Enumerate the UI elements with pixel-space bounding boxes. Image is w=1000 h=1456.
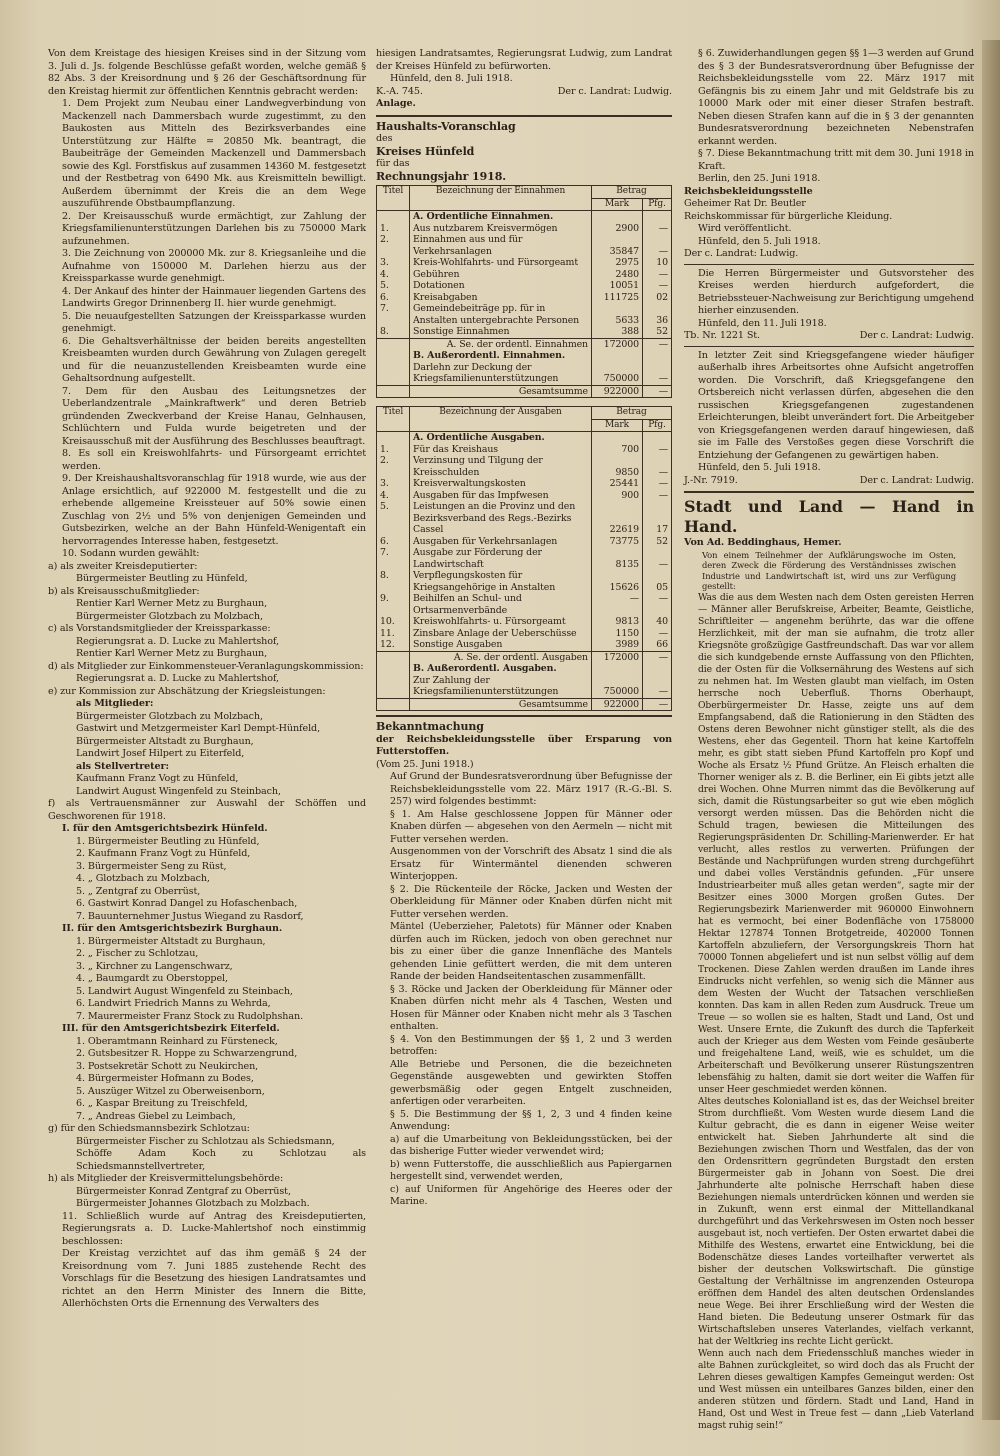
table-cell: — <box>592 593 643 616</box>
district-title: III. für den Amtsgerichtsbezirk Eiterfeld. <box>62 1023 280 1034</box>
resolution-item: 8. Es soll ein Kreiswohlfahrts- und Fürsorgeamt errichtet werden. <box>62 448 366 472</box>
list-item: a) auf die Umarbeitung von Bekleidungsstücken, bei der das bisherige Futter wieder verwendet wird; <box>390 1133 672 1157</box>
resolution-item: 2. Der Kreisausschuß wurde ermächtigt, zur Zahlung der Kriegsfamilienunterstützungen Darlehen bis zu 750000 Mark aufzunehmen. <box>62 210 366 247</box>
resolution-item: 6. Die Gehaltsverhältnisse der beiden bereits angestellten Kreisbeamten wurden durch Gewährung von Zulagen geregelt und für die neuanzustellenden Kreisbeamten wurde eine Gehaltsordnung aufgestellt. <box>62 335 366 384</box>
table-cell: Ausgaben für das Impfwesen <box>410 490 592 502</box>
table-cell: Zur Zahlung der Kriegsfamilienunterstützungen <box>410 675 592 699</box>
table-cell: 11. <box>377 628 410 640</box>
income-table <box>376 185 672 398</box>
paragraph: Ausgenommen von der Vorschrift des Absatz 1 sind die als Ersatz für Wintermäntel dienenden schweren Winterjoppen. <box>390 846 672 882</box>
election-person: Rentier Karl Werner Metz zu Burghaun, <box>76 648 268 659</box>
expense-table <box>376 406 672 711</box>
table-cell: 8. <box>377 326 410 338</box>
table-row <box>377 280 672 292</box>
district-member: 2. Gutsbesitzer R. Hoppe zu Schwarzengrund, <box>76 1048 298 1059</box>
table-row <box>377 292 672 304</box>
col-header: Pfg. <box>643 419 672 432</box>
district-member: 2. „ Fischer zu Schlotzau, <box>76 948 199 959</box>
election-person: Regierungsrat a. D. Lucke zu Mahlertshof, <box>76 673 279 684</box>
district-member: 1. Oberamtmann Reinhard zu Fürsteneck, <box>76 1035 278 1047</box>
issuer-title: Reichskommissar für bürgerliche Kleidung. <box>684 210 893 222</box>
table-cell: 7. <box>377 547 410 570</box>
bekanntmachung-subtitle: der Reichsbekleidungsstelle über Ersparung von Futterstoffen. <box>376 733 672 757</box>
section-label: A. Ordentliche Ausgaben. <box>410 432 592 444</box>
election-heading: d) als Mitglieder zur Einkommensteuer-Veranlagungskommission: <box>48 660 364 672</box>
election-person: Bürgermeister Konrad Zentgraf zu Oberrüst, <box>76 1185 291 1197</box>
signature: Der c. Landrat: Ludwig. <box>859 330 974 341</box>
table-row <box>377 501 672 536</box>
col-header: Pfg. <box>643 198 672 211</box>
table-cell: 10051 <box>592 280 643 292</box>
table-cell: 172000 <box>592 651 643 663</box>
list-item: b) wenn Futterstoffe, die ausschließlich aus Papiergarnen hergestellt sind, verwendet werden, <box>390 1158 672 1182</box>
table-cell: 8. <box>377 570 410 593</box>
table-cell: 2480 <box>592 269 643 281</box>
table-cell: — <box>643 628 672 640</box>
issuer: Reichsbekleidungsstelle <box>684 185 813 197</box>
col-header: Titel <box>377 407 410 432</box>
table-cell: 9850 <box>592 455 643 478</box>
col-header: Betrag <box>592 186 672 199</box>
adjacent-page-edge <box>982 40 1000 1420</box>
issuer-name: Geheimer Rat Dr. Beutler <box>684 198 806 209</box>
paragraph: § 2. Die Rückenteile der Röcke, Jacken und Westen der Oberkleidung für Männer oder Knaben dürfen nicht mit Futter versehen werden. <box>390 883 672 920</box>
table-row <box>377 326 672 338</box>
table-row <box>377 444 672 456</box>
column-1 <box>48 48 366 1311</box>
table-cell: 22619 <box>592 501 643 536</box>
notice: In letzter Zeit sind Kriegsgefangene wieder häufiger außerhalb ihres Arbeitsortes ohne Aufsicht angetroffen worden. Die Vorschrift, daß Kriegsgefangene den Ortsbereich nicht verlassen dürfen, abgesehen die den russischen Kriegsgefangenen zugestandenen Erleichterungen, bleibt unverändert fort. Die Arbeitgeber von Kriegsgefangenen werden darauf hingewiesen, daß sie im Falle des Verstoßes gegen diese Vorschrift die Entziehung der Gefangenen zu gewärtigen haben. <box>698 349 974 461</box>
signature: Der c. Landrat: Ludwig. <box>684 248 799 259</box>
election-person: Schöffe Adam Koch zu Schlotzau als Schiedsmannstellvertreter, <box>76 1148 366 1172</box>
table-cell: — <box>643 455 672 478</box>
district-member: 7. Maurermeister Franz Stock zu Rudolphshan. <box>76 1010 304 1022</box>
table-cell: 36 <box>643 303 672 326</box>
total-row <box>377 698 672 711</box>
table-cell: Beihilfen an Schul- und Ortsarmenverbände <box>410 593 592 616</box>
election-person: Bürgermeister Beutling zu Hünfeld, <box>76 573 248 584</box>
table-cell: 172000 <box>592 338 643 350</box>
table-cell: 12. <box>377 639 410 651</box>
table-cell: 1. <box>377 223 410 235</box>
district-member: 7. Bauunternehmer Justus Wiegand zu Rasdorf, <box>76 910 304 922</box>
paragraph: § 4. Von den Bestimmungen der §§ 1, 2 und 3 werden betroffen: <box>390 1033 672 1057</box>
district-member: 5. Landwirt August Wingenfeld zu Steinbach, <box>76 985 293 997</box>
kreistag-intro: Von dem Kreistage des hiesigen Kreises sind in der Sitzung vom 3. Juli d. Js. folgende Beschlüsse gefaßt worden, welche gemäß § 82 Abs. 3 der Kreisordnung und § 26 der Geschäftsordnung für den Kreistag hiermit zur öffentlichen Kenntnis gebracht werden: <box>48 48 366 97</box>
table-cell: 02 <box>643 292 672 304</box>
paragraph: § 6. Zuwiderhandlungen gegen §§ 1—3 werden auf Grund des § 3 der Bundesratsverordnung über Befugnisse der Reichsbekleidungsstelle vom 22. März 1917 mit Gefängnis bis zu einem Jahr und mit Geldstrafe bis zu 10000 Mark oder mit einer dieser Strafen bestraft. Neben diesen Strafen kann auf die in § 3 der genannten Bundesratsverordnung bezeichneten Nebenstrafen erkannt werden. <box>698 48 974 147</box>
table-row <box>377 234 672 257</box>
election-person: Bürgermeister Johannes Glotzbach zu Molzbach. <box>76 1198 310 1209</box>
resolution-item: 11. Schließlich wurde auf Antrag des Kreisdeputierten, Regierungsrats a. D. Lucke-Mahlertshof noch einstimmig beschlossen: <box>62 1210 366 1247</box>
table-cell: — <box>643 675 672 699</box>
district-member: 4. „ Baumgardt zu Oberstoppel, <box>76 973 228 984</box>
paragraph: § 1. Am Halse geschlossene Joppen für Männer oder Knaben dürfen — abgesehen von den Aermeln — nicht mit Futter versehen werden. <box>390 808 672 845</box>
total-row <box>377 385 672 398</box>
budget-subtitle: für das <box>376 158 410 169</box>
table-cell: 2975 <box>592 257 643 269</box>
election-heading: a) als zweiter Kreisdeputierter: <box>48 560 198 572</box>
section-label: B. Außerordentl. Ausgaben. <box>410 663 592 675</box>
signature: Der c. Landrat: Ludwig. <box>557 85 672 97</box>
article-body: Wenn auch nach dem Friedensschluß manches wieder in alte Bahnen zurückgleitet, so wird doch das als Frucht der Lehren dieses gewaltigen Kampfes Gemeingut werden: Ost und West müssen ein unteilbares Ganzes bilden, einer den anderen stützen und fördern. Stadt und Land, Hand in Hand, Ost und West in Treue fest — dann „Lieb Vaterland magst ruhig sein!“ <box>698 1347 974 1431</box>
anlage-label: Anlage. <box>376 98 416 109</box>
table-cell: Verpflegungskosten für Kriegsangehörige in Anstalten <box>410 570 592 593</box>
table-cell: Zinsbare Anlage der Ueberschüsse <box>410 628 592 640</box>
table-cell: 2900 <box>592 223 643 235</box>
col-header: Mark <box>592 198 643 211</box>
table-row <box>377 639 672 651</box>
election-person: Bürgermeister Fischer zu Schlotzau als Schiedsmann, <box>76 1135 335 1147</box>
kreistag-continuation: hiesigen Landratsamtes, Regierungsrat Ludwig, zum Landrat der Kreises Hünfeld zu befürworten. <box>376 48 672 72</box>
table-cell <box>377 698 410 711</box>
kreistag-outro: Der Kreistag verzichtet auf das ihm gemäß § 24 der Kreisordnung vom 7. Juni 1885 zustehende Recht des Vorschlags für die Besetzung des hiesigen Landratsamtes und richtet an den Herrn Minister des Innern die Bitte, Allerhöchsten Orts die Ernennung des Verwalters des <box>62 1248 366 1309</box>
col-header: Mark <box>592 419 643 432</box>
divider <box>684 346 974 347</box>
table-cell: Kreis-Wohlfahrts- und Fürsorgeamt <box>410 257 592 269</box>
table-cell: 111725 <box>592 292 643 304</box>
table-cell: Ausgabe zur Förderung der Landwirtschaft <box>410 547 592 570</box>
table-cell: 5. <box>377 501 410 536</box>
district-member: 3. „ Kirchner zu Langenschwarz, <box>76 960 233 972</box>
table-cell: 52 <box>643 536 672 548</box>
notice: Die Herren Bürgermeister und Gutsvorsteher des Kreises werden hierdurch aufgefordert, die Betriebssteuer-Nachweisung zur Berichtigung umgehend hierher einzusenden. <box>698 267 974 316</box>
table-cell: 35847 <box>592 234 643 257</box>
section-label: B. Außerordentl. Einnahmen. <box>410 350 592 362</box>
table-cell: — <box>643 234 672 257</box>
col-header: Bezeichnung der Einnahmen <box>410 186 592 211</box>
article-headline: Stadt und Land — Hand in Hand. <box>684 497 974 536</box>
district-member: 7. „ Andreas Giebel zu Leimbach, <box>76 1110 236 1122</box>
paragraph: Mäntel (Ueberzieher, Paletots) für Männer oder Knaben dürfen auch im Rücken, jedoch von oben gerechnet nur bis zu einer über die ganze Innenfläche des Mantels gehenden Linie gefüttert werden, die mit dem unteren Rande der beiden Handseitentaschen zusammenfällt. <box>390 921 672 982</box>
table-cell: 1. <box>377 444 410 456</box>
reference-number: J.-Nr. 7919. <box>684 474 738 486</box>
table-cell: Leistungen an die Provinz und den Bezirksverband des Regs.-Bezirks Cassel <box>410 501 592 536</box>
table-cell: 15626 <box>592 570 643 593</box>
paragraph: § 7. Diese Bekanntmachung tritt mit dem 30. Juni 1918 in Kraft. <box>698 148 974 172</box>
list-item: c) auf Uniformen für Angehörige des Heeres oder der Marine. <box>390 1183 672 1207</box>
col-header: Bezeichnung der Ausgaben <box>410 407 592 432</box>
budget-title: Haushalts-Voranschlag <box>376 119 516 133</box>
table-row <box>377 570 672 593</box>
subtotal-row <box>377 338 672 350</box>
table-cell: A. Se. der ordentl. Ausgaben <box>410 651 592 663</box>
district-title: I. für den Amtsgerichtsbezirk Hünfeld. <box>62 823 268 834</box>
table-cell: 3. <box>377 478 410 490</box>
table-cell: — <box>643 698 672 711</box>
table-row <box>377 269 672 281</box>
dateline: Hünfeld, den 8. Juli 1918. <box>390 73 513 84</box>
district-member: 4. „ Glotzbach zu Molzbach, <box>76 873 210 884</box>
table-cell: — <box>643 280 672 292</box>
table-cell: — <box>643 444 672 456</box>
table-cell: 3. <box>377 257 410 269</box>
signature: Der c. Landrat: Ludwig. <box>859 474 974 486</box>
column-2 <box>376 48 672 1209</box>
election-person: Landwirt Josef Hilpert zu Eiterfeld, <box>76 748 245 759</box>
resolution-item: 5. Die neuaufgestellten Satzungen der Kreissparkasse wurden genehmigt. <box>62 310 366 334</box>
bekanntmachung-date: (Vom 25. Juni 1918.) <box>376 758 474 770</box>
table-row <box>377 223 672 235</box>
table-cell: Gemeindebeiträge pp. für in Anstalten untergebrachte Personen <box>410 303 592 326</box>
table-cell: — <box>643 269 672 281</box>
table-row <box>377 490 672 502</box>
article-body: Was die aus dem Westen nach dem Osten gereisten Herren — Männer aller Berufskreise, Arbeiter, Beamte, Geistliche, Schriftleiter — angenehm berührte, das war die offene Herzlichkeit, mit der man sie aufnahm, die trotz aller Kriegsnöte großzügige Gastfreundschaft. Das war vor allem die sich kundgebende ernste Auffassung von den Pflichten, die der Osten für die Volksernährung des Westens auf sich zu nehmen hat. Im Westen glaubt man vielfach, im Osten herrsche noch Ueberfluß. Thorns Oberhaupt, Oberbürgermeister Dr. Hasse, zeigte uns auf dem Empfangsabend, daß die Rationierung in den Städten des Ostens deren Bewohner nicht günstiger stellt, als die des Westens, eher das Gegenteil. Thorn hat keine Kartoffeln mehr, es gibt statt sieben Pfund Kartoffeln pro Kopf und Woche als Ersatz ½ Pfund Grütze. An Fleisch erhalten die Thorner weniger als z. B. die Berliner, ein Ei gibts jetzt alle drei Wochen. Ohne Murren nimmt das die Bevölkerung auf sich, damit die Rüstungsarbeiter so gut wie eben möglich versorgt werden müssen. Das die Behörden nicht die Schuld tragen, bewiesen die Mitteilungen des Regierungspräsidenten Dr. Schilling-Marienwerder. Er hat verlucht, alles restlos zu verwerten. Prüfungen der Bestände und Nachprüfungen wurden streng durchgeführt und dabei volles Verständnis gefunden. „Für unsere Industriearbeiter muß alles getan werden“, sagte mir der Besitzer eines 3000 Morgen großen Gutes. Der Regierungsbezirk Marienwerder mit 960000 Einwohnern hat es vermocht, bei einer Bodenfläche von 1758000 Hektar 127874 Tonnen Brotgetreide, 402000 Tonnen Kartoffeln abzuliefern, der Versorgungskreis Thorn hat 70000 Tonnen abgeliefert und ist nun selbst völlig auf dem Trockenen. Diese Zahlen werden draußen im Lande ihres Eindrucks nicht verfehlen, so wenig sich die Männer aus dem Westen der Wucht der Tatsachen verschließen konnten. Das kam in allen Reden zum Ausdruck. Treue um Treue — so wollen sie es halten, Stadt und Land, Ost und West. Unsere Ernte, die Zukunft des durch die Tapferkeit auch der Krieger aus dem Westen vom Feinde gesäuberte und freigehaltene Land, weiß, wie es schuldet, um die Arbeiterschaft und Bevölkerung unserer Rüstungszentren lebensfähig zu halten, damit sie dort weiter die Waffen für unser Heer geschmiedet werden können. <box>698 591 974 1095</box>
table-cell: 6. <box>377 292 410 304</box>
divider <box>684 491 974 493</box>
resolution-item: 9. Der Kreishaushaltsvoranschlag für 1918 wurde, wie aus der Anlage ersichtlich, auf 922000 M. festgestellt und die zu erhebende allgemeine Kreissteuer auf 50% sowie einen Zuschlag von 2½ und 5% von denjenigen Gemeinden und Gutsbezirken, welche an der Bahn Hünfeld-Wenigentaft ein hervorragendes Interesse haben, festgesetzt. <box>62 473 366 547</box>
table-cell: — <box>643 478 672 490</box>
table-cell: 6. <box>377 536 410 548</box>
divider <box>376 715 672 717</box>
table-cell: 750000 <box>592 362 643 386</box>
district-title: II. für den Amtsgerichtsbezirk Burghaun. <box>62 923 283 934</box>
table-cell: 388 <box>592 326 643 338</box>
table-cell: 05 <box>643 570 672 593</box>
resolution-item: 7. Dem für den Ausbau des Leitungsnetzes der Ueberlandzentrale „Mainkraftwerk“ und deren Betrieb gründenden Zweckverband der Kreise Hanau, Gelnhausen, Schlüchtern und Fulda wurde beigetreten und der Kreisausschuß mit der Ausführung des Beschlusses beauftragt. <box>62 385 366 447</box>
column-3 <box>684 48 974 1432</box>
table-cell <box>377 385 410 398</box>
paragraph: Alle Betriebe und Personen, die die bezeichneten Gegenstände ausgewebten und gewirkten Stoffen gewerbsmäßig oder gegen Entgelt zuschneiden, anfertigen oder verarbeiten. <box>390 1058 672 1107</box>
table-cell: Kreisabgaben <box>410 292 592 304</box>
table-cell: 52 <box>643 326 672 338</box>
table-cell: Dotationen <box>410 280 592 292</box>
election-person: Bürgermeister Altstadt zu Burghaun, <box>76 735 254 747</box>
table-cell: Sonstige Ausgaben <box>410 639 592 651</box>
divider <box>684 264 974 265</box>
election-person: Rentier Karl Werner Metz zu Burghaun, <box>76 598 268 609</box>
col-header: Betrag <box>592 407 672 420</box>
table-cell: A. Se. der ordentl. Einnahmen <box>410 338 592 350</box>
table-row <box>377 616 672 628</box>
district-member: 1. Bürgermeister Altstadt zu Burghaun, <box>76 935 266 947</box>
resolution-item: 3. Die Zeichnung von 200000 Mk. zur 8. Kriegsanleihe und die Aufnahme von 150000 M. Darlehen hierzu aus der Kreissparkasse wurde genehmigt. <box>62 248 366 284</box>
resolution-item: 4. Der Ankauf des hinter der Hainmauer liegenden Gartens des Landwirts Gregor Drinnenberg II. hier wurde genehmigt. <box>62 285 366 309</box>
table-cell: 10 <box>643 257 672 269</box>
election-subheading: als Mitglieder: <box>76 698 154 709</box>
dateline: Berlin, den 25. Juni 1918. <box>698 173 821 184</box>
resolution-item: 10. Sodann wurden gewählt: <box>62 548 200 559</box>
dateline: Hünfeld, den 5. Juli 1918. <box>698 235 821 247</box>
budget-subtitle: Kreises Hünfeld <box>376 144 475 158</box>
table-row <box>377 303 672 326</box>
resolution-item: 1. Dem Projekt zum Neubau einer Landwegverbindung von Mackenzell nach Dammersbach wurde zugestimmt, zu den Baukosten aus Mitteln des Bezirksverbandes eine Unterstützung zur Hälfte = 20850 Mk. beantragt, die Baubeiträge der Gemeinden Mackenzell und Dammersbach sowie des Kgl. Forstfiskus auf zusammen 14360 M. festgesetzt und der Restbetrag von 6490 Mk. aus Kreismitteln bewilligt. Außerdem übernimmt der Kreis die an dem Wege auszuführende Obstbaumpflanzung. <box>62 98 366 209</box>
district-member: 1. Bürgermeister Beutling zu Hünfeld, <box>76 835 260 847</box>
article-lead: Von einem Teilnehmer der Aufklärungswoche im Osten, deren Zweck die Förderung des Verständnisses zwischen Industrie und Landwirtschaft ist, wird uns zur Verfügung gestellt: <box>702 549 956 591</box>
col-header: Titel <box>377 186 410 211</box>
table-row <box>377 675 672 699</box>
paragraph: Auf Grund der Bundesratsverordnung über Befugnisse der Reichsbekleidungsstelle vom 22. März 1917 (R.-G.-Bl. S. 257) wird folgendes bestimmt: <box>390 771 672 807</box>
election-person: Kaufmann Franz Vogt zu Hünfeld, <box>76 773 239 784</box>
budget-subtitle: Rechnungsjahr 1918. <box>376 169 506 183</box>
election-heading: c) als Vorstandsmitglieder der Kreissparkasse: <box>48 623 271 634</box>
table-cell: 8135 <box>592 547 643 570</box>
table-cell: 700 <box>592 444 643 456</box>
dateline: Hünfeld, den 5. Juli 1918. <box>698 462 821 473</box>
table-cell: Ausgaben für Verkehrsanlagen <box>410 536 592 548</box>
table-cell: Sonstige Einnahmen <box>410 326 592 338</box>
table-row <box>377 455 672 478</box>
table-cell: — <box>643 362 672 386</box>
divider <box>376 115 672 117</box>
table-cell: 3989 <box>592 639 643 651</box>
table-cell: 17 <box>643 501 672 536</box>
table-cell: 2. <box>377 455 410 478</box>
table-cell: Kreiswohlfahrts- u. Fürsorgeamt <box>410 616 592 628</box>
district-member: 5. „ Zentgraf zu Oberrüst, <box>76 885 201 897</box>
table-cell: Darlehn zur Deckung der Kriegsfamilienunterstützungen <box>410 362 592 386</box>
table-row <box>377 362 672 386</box>
table-cell: 9. <box>377 593 410 616</box>
district-member: 3. Bürgermeister Seng zu Rüst, <box>76 860 227 872</box>
election-subheading: als Stellvertreter: <box>76 760 169 772</box>
election-person: Landwirt August Wingenfeld zu Steinbach, <box>76 785 281 797</box>
table-cell: Gesamtsumme <box>410 698 592 711</box>
table-cell: — <box>643 490 672 502</box>
table-cell: 25441 <box>592 478 643 490</box>
dateline: Hünfeld, den 11. Juli 1918. <box>698 317 827 329</box>
paragraph: § 5. Die Bestimmung der §§ 1, 2, 3 und 4 finden keine Anwendung: <box>390 1108 672 1132</box>
table-row <box>377 536 672 548</box>
election-heading: b) als Kreisausschußmitglieder: <box>48 585 200 597</box>
paragraph: Wird veröffentlicht. <box>698 223 792 234</box>
table-row <box>377 628 672 640</box>
table-cell: Einnahmen aus und für Verkehrsanlagen <box>410 234 592 257</box>
table-cell: Aus nutzbarem Kreisvermögen <box>410 223 592 235</box>
table-cell: 2. <box>377 234 410 257</box>
district-member: 5. Auszüger Witzel zu Oberweisenborn, <box>76 1085 265 1097</box>
table-cell: 73775 <box>592 536 643 548</box>
table-cell <box>377 651 410 663</box>
table-cell: Verzinsung und Tilgung der Kreisschulden <box>410 455 592 478</box>
table-cell <box>377 675 410 699</box>
table-cell: 1150 <box>592 628 643 640</box>
table-cell <box>377 362 410 386</box>
election-heading: f) als Vertrauensmänner zur Auswahl der Schöffen und Geschworenen für 1918. <box>48 798 366 822</box>
table-row <box>377 593 672 616</box>
election-person: Bürgermeister Glotzbach zu Molzbach, <box>76 710 263 722</box>
table-cell: 900 <box>592 490 643 502</box>
table-cell: 5. <box>377 280 410 292</box>
table-cell: Für das Kreishaus <box>410 444 592 456</box>
election-heading: e) zur Kommission zur Abschätzung der Kriegsleistungen: <box>48 685 326 697</box>
table-cell: 10. <box>377 616 410 628</box>
article-body: Altes deutsches Kolonialland ist es, das der Weichsel breiter Strom durchfließt. Vom Westen wurde diesem Land die Kultur gebracht, die es dann in eigener Weise weiter entwickelt hat. Sieben Jahrhunderte alt sind die Beziehungen zwischen Thorn und Westfalen, das der von den Ordensrittern gegründeten Burgstadt den ersten Bürgermeister gab in Johann von Soest. Die drei Jahrhunderte alte polnische Herrschaft haben diese Beziehungen niemals unterdrücken können und werden sie in Zukunft, wenn erst einmal der Mittellandkanal durchgeführt und das Verkehrswesen im Osten noch besser ausgebaut ist, noch vertiefen. Der Osten erwartet dabei die Mithilfe des Westens, erwartet eine Entwicklung, bei die Bodenschätze dieses Landes vorteilhafter verwertet als bisher der deutschen Volkswirtschaft. Die günstige Gestaltung der Verhältnisse im angrenzenden Osteuropa eröffnen dem Handel des alten deutschen Ordenslandes neue Wege. Bei ihrer Erschließung wird der Westen die Hand bieten. Die Bedeutung unserer Ostmark für das Wirtschaftsleben unseres Vaterlandes, vielfach verkannt, hat der Weltkrieg ins rechte Licht gerückt. <box>698 1095 974 1347</box>
table-cell <box>377 338 410 350</box>
table-row <box>377 478 672 490</box>
table-cell: 5633 <box>592 303 643 326</box>
budget-subtitle: des <box>376 133 393 144</box>
district-member: 2. Kaufmann Franz Vogt zu Hünfeld, <box>76 848 251 859</box>
table-cell: 4. <box>377 269 410 281</box>
table-cell: 750000 <box>592 675 643 699</box>
table-cell: 4. <box>377 490 410 502</box>
bekanntmachung-title: Bekanntmachung <box>376 720 484 733</box>
table-cell: — <box>643 547 672 570</box>
table-row <box>377 547 672 570</box>
table-cell: 40 <box>643 616 672 628</box>
table-cell: 66 <box>643 639 672 651</box>
election-person: Bürgermeister Glotzbach zu Molzbach, <box>76 610 263 622</box>
reference-number: Tb. Nr. 1221 St. <box>684 330 761 341</box>
table-cell: 9813 <box>592 616 643 628</box>
table-cell: 7. <box>377 303 410 326</box>
article-byline: Von Ad. Beddinghaus, Hemer. <box>684 537 842 548</box>
election-heading: h) als Mitglieder der Kreisvermittelungsbehörde: <box>48 1173 284 1184</box>
district-member: 6. Gastwirt Konrad Dangel zu Hofaschenbach, <box>76 898 298 909</box>
section-label: A. Ordentliche Einnahmen. <box>410 211 592 223</box>
district-member: 6. „ Kaspar Breitung zu Treischfeld, <box>76 1098 248 1109</box>
table-cell: Kreisverwaltungskosten <box>410 478 592 490</box>
election-person: Regierungsrat a. D. Lucke zu Mahlertshof, <box>76 635 279 647</box>
subtotal-row <box>377 651 672 663</box>
paragraph: § 3. Röcke und Jacken der Oberkleidung für Männer oder Knaben dürfen nicht mehr als 4 Taschen, Westen und Hosen für Männer oder Knaben nicht mehr als 3 Taschen enthalten. <box>390 983 672 1032</box>
district-member: 3. Postsekretär Schott zu Neukirchen, <box>76 1060 259 1072</box>
table-cell: — <box>643 338 672 350</box>
reference-number: K.-A. 745. <box>376 85 423 97</box>
election-person: Gastwirt und Metzgermeister Karl Dempt-Hünfeld, <box>76 723 321 734</box>
table-cell: — <box>643 385 672 398</box>
table-cell: — <box>643 593 672 616</box>
table-cell: — <box>643 651 672 663</box>
table-cell: — <box>643 223 672 235</box>
election-heading: g) für den Schiedsmannsbezirk Schlotzau: <box>48 1123 250 1134</box>
district-member: 6. Landwirt Friedrich Manns zu Wehrda, <box>76 998 271 1009</box>
table-row <box>377 257 672 269</box>
district-member: 4. Bürgermeister Hofmann zu Bodes, <box>76 1073 254 1084</box>
table-cell: 922000 <box>592 698 643 711</box>
table-cell: Gesamtsumme <box>410 385 592 398</box>
table-cell: Gebühren <box>410 269 592 281</box>
table-cell: 922000 <box>592 385 643 398</box>
